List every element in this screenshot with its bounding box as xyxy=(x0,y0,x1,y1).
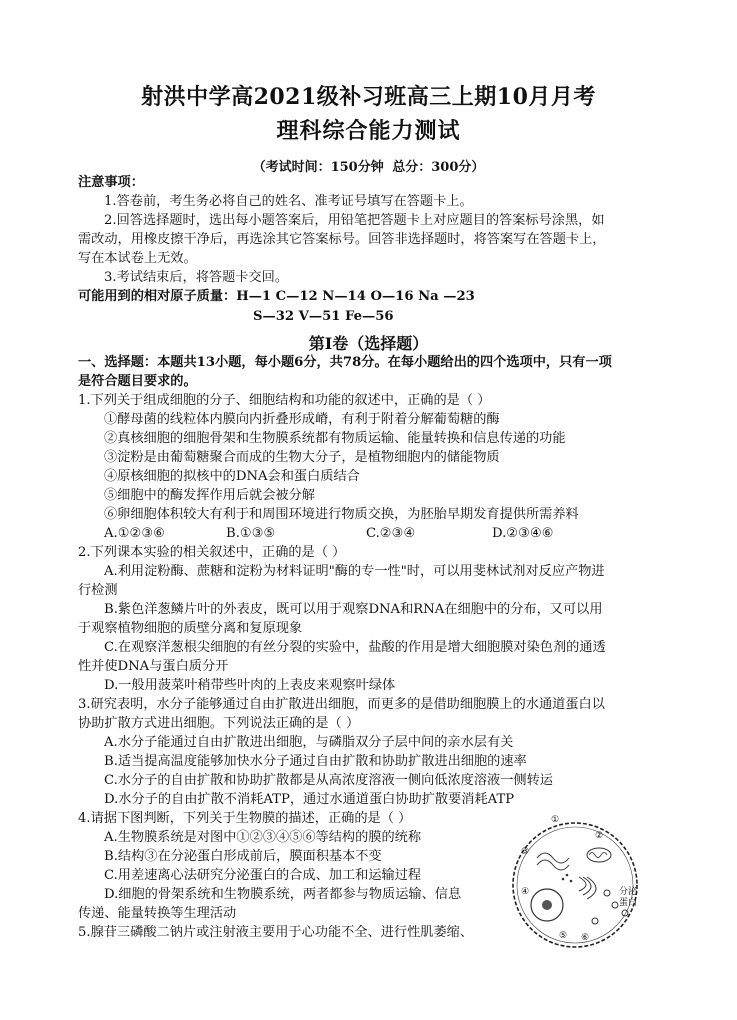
q4-option-b: B.结构③在分泌蛋白形成前后，膜面积基本不变 xyxy=(104,849,382,864)
q3-stem-line1: 3.研究表明，水分子能够通过自由扩散进出细胞，而更多的是借助细胞膜上的水通道蛋白以 xyxy=(78,697,605,712)
q1-statement-1: ①酵母菌的线粒体内膜向内折叠形成嵴，有利于附着分解葡萄糖的酶 xyxy=(104,412,500,427)
notice-item-1: 1.答卷前，考生务必将自己的姓名、准考证号填写在答题卡上。 xyxy=(104,194,473,209)
notice-heading: 注意事项： xyxy=(78,175,144,190)
q4-option-d-line2: 传递、能量转换等生理活动 xyxy=(78,906,237,921)
notice-item-2-line3: 写在本试卷上无效。 xyxy=(78,251,197,266)
q3-option-d: D.水分子的自由扩散不消耗ATP，通过水通道蛋白协助扩散要消耗ATP xyxy=(104,792,515,807)
cell-diagram xyxy=(507,813,647,953)
q1-statement-4: ④原核细胞的拟核中的DNA会和蛋白质结合 xyxy=(104,469,360,484)
q1-option-c: C.②③④ xyxy=(366,526,416,541)
q5-stem-line1: 5.腺苷三磷酸二钠片或注射液主要用于心功能不全、进行性肌萎缩、 xyxy=(78,925,474,940)
q1-statement-6: ⑥卵细胞体积较大有利于和周围环境进行物质交换，为胚胎早期发育提供所需养料 xyxy=(104,507,579,522)
notice-item-3: 3.考试结束后，将答题卡交回。 xyxy=(104,270,289,285)
section-intro-line1: 一、选择题：本题共13小题，每小题6分，共78分。在每小题给出的四个选项中，只有一项 xyxy=(78,355,612,370)
q4-option-d-line1: D.细胞的骨架系统和生物膜系统，两者都参与物质运输、信息 xyxy=(104,887,462,902)
q2-option-c-line1: C.在观察洋葱根尖细胞的有丝分裂的实验中，盐酸的作用是增大细胞膜对染色剂的通透 xyxy=(104,640,606,655)
q3-stem-line2: 协助扩散方式进出细胞。下列说法正确的是（ ） xyxy=(78,716,360,731)
section-title: 第I卷（选择题） xyxy=(308,334,429,353)
exam-subtitle: 理科综合能力测试 xyxy=(276,118,461,144)
exam-title: 射洪中学高2021级补习班高三上期10月月考 xyxy=(141,84,596,110)
q1-stem: 1.下列关于组成细胞的分子、细胞结构和功能的叙述中，正确的是（ ） xyxy=(78,393,491,408)
q2-option-c-line2: 性并使DNA与蛋白质分开 xyxy=(78,659,229,674)
q1-option-a: A.①②③⑥ xyxy=(104,526,166,541)
q4-option-c: C.用差速离心法研究分泌蛋白的合成、加工和运输过程 xyxy=(104,868,422,883)
exam-info: （考试时间：150分钟 总分：300分） xyxy=(252,160,485,175)
notice-item-2-line1: 2.回答选择题时，选出每小题答案后，用铅笔把答题卡上对应题目的答案标号涂黑，如 xyxy=(104,213,605,228)
q1-option-b: B.①③⑤ xyxy=(226,526,276,541)
q2-option-b-line2: 于观察植物细胞的质壁分离和复原现象 xyxy=(78,621,303,636)
figure-marker-3: ③ xyxy=(521,847,530,857)
q1-statement-2: ②真核细胞的细胞骨架和生物膜系统都有物质运输、能量转换和信息传递的功能 xyxy=(104,431,566,446)
figure-marker-5: ⑤ xyxy=(559,931,568,941)
q3-option-b: B.适当提高温度能够加快水分子通过自由扩散和协助扩散进出细胞的速率 xyxy=(104,754,527,769)
q2-option-a-line2: 行检测 xyxy=(78,583,118,598)
q1-option-d: D.②③④⑥ xyxy=(492,526,554,541)
atomic-mass-line2: S—32 V—51 Fe—56 xyxy=(253,309,394,324)
figure-marker-4: ④ xyxy=(521,887,530,897)
section-intro-line2: 是符合题目要求的。 xyxy=(78,374,197,389)
q1-statement-3: ③淀粉是由葡萄糖聚合而成的生物大分子，是植物细胞内的储能物质 xyxy=(104,450,500,465)
atomic-mass-line1: 可能用到的相对原子质量：H—1 C—12 N—14 O—16 Na —23 xyxy=(78,289,475,304)
q2-stem: 2.下列课本实验的相关叙述中，正确的是（ ） xyxy=(78,545,346,560)
notice-item-2-line2: 需改动，用橡皮擦干净后，再选涂其它答案标号。回答非选择题时，将答案写在答题卡上， xyxy=(78,232,606,247)
q3-option-c: C.水分子的自由扩散和协助扩散都是从高浓度溶液一侧向低浓度溶液一侧转运 xyxy=(104,773,553,788)
q1-statement-5: ⑤细胞中的酶发挥作用后就会被分解 xyxy=(104,488,315,503)
q4-option-a: A.生物膜系统是对图中①②③④⑤⑥等结构的膜的统称 xyxy=(104,830,422,845)
figure-marker-1: ① xyxy=(551,815,560,825)
figure-marker-6: ⑥ xyxy=(581,933,590,943)
figure-marker-2: ② xyxy=(595,831,604,841)
q4-stem: 4.请据下图判断，下列关于生物膜的描述，正确的是（ ） xyxy=(78,811,412,826)
figure-label-secretory-protein: 分泌蛋白 xyxy=(619,887,638,908)
q2-option-d: D.一般用菠菜叶稍带些叶肉的上表皮来观察叶绿体 xyxy=(104,678,396,693)
cell-diagram-figure xyxy=(507,813,647,953)
q2-option-a-line1: A.利用淀粉酶、蔗糖和淀粉为材料证明"酶的专一性"时，可以用斐林试剂对反应产物进 xyxy=(104,564,605,579)
q2-option-b-line1: B.紫色洋葱鳞片叶的外表皮，既可以用于观察DNA和RNA在细胞中的分布，又可以用 xyxy=(104,602,603,617)
q3-option-a: A.水分子能通过自由扩散进出细胞，与磷脂双分子层中间的亲水层有关 xyxy=(104,735,514,750)
